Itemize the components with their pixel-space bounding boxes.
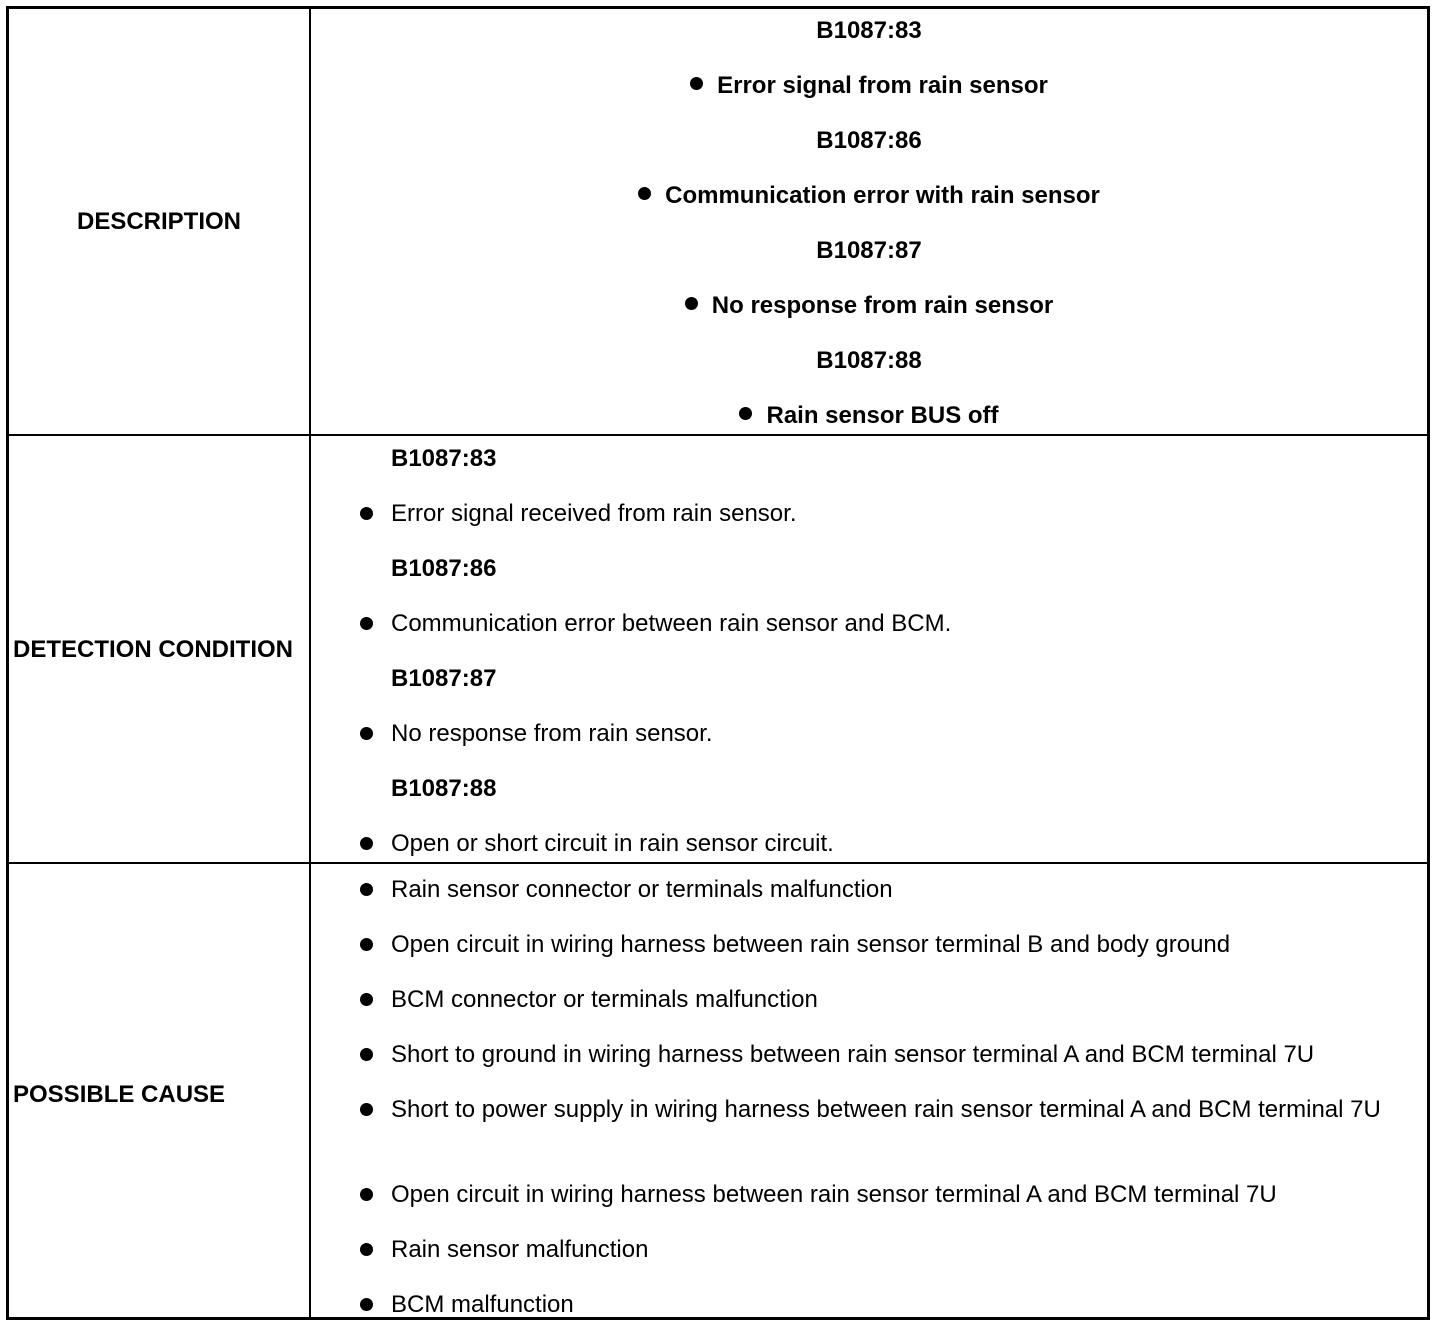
description-item: No response from rain sensor [311,291,1427,321]
description-item: Communication error with rain sensor [311,181,1427,211]
cause-item: Rain sensor malfunction [391,1236,649,1263]
bullet-icon [360,837,373,850]
description-item: Rain sensor BUS off [311,401,1427,431]
bullet-icon [360,1188,373,1201]
detection-item: Error signal received from rain sensor. [391,500,797,527]
bullet-icon [360,727,373,740]
bullet-icon [360,1243,373,1256]
detection-item: Communication error between rain sensor and BCM. [391,610,952,637]
detection-row [9,436,1427,864]
detection-code: B1087:83 [391,445,497,472]
detection-label: DETECTION CONDITION [13,636,293,663]
cause-content [311,864,1427,1317]
cause-row [9,864,1427,1317]
cause-label: POSSIBLE CAUSE [13,1081,226,1108]
detection-code: B1087:87 [391,665,497,692]
description-code: B1087:83 [816,17,922,44]
diagnostic-table [6,6,1430,1320]
bullet-icon [360,938,373,951]
cause-item: Open circuit in wiring harness between rain sensor terminal A and BCM terminal 7U [391,1181,1277,1208]
bullet-icon [685,297,698,310]
bullet-icon [360,993,373,1006]
description-content [311,9,1427,434]
bullet-icon [360,1298,373,1311]
cause-item: Rain sensor connector or terminals malfunction [391,876,893,903]
description-code: B1087:87 [816,237,922,264]
description-label: DESCRIPTION [76,208,241,235]
bullet-icon [638,187,651,200]
cause-item: Open circuit in wiring harness between rain sensor terminal B and body ground [391,931,1231,958]
cause-item: BCM connector or terminals malfunction [391,986,818,1013]
bullet-icon [360,1103,373,1116]
cause-item: BCM malfunction [391,1291,574,1318]
bullet-icon [360,617,373,630]
detection-code: B1087:88 [391,775,497,802]
bullet-icon [360,883,373,896]
description-code: B1087:88 [816,347,922,374]
detection-code: B1087:86 [391,555,497,582]
bullet-icon [739,407,752,420]
detection-item: Open or short circuit in rain sensor circuit. [391,830,834,857]
detection-content [311,436,1427,862]
bullet-icon [690,77,703,90]
description-code: B1087:86 [816,127,922,154]
description-item: Error signal from rain sensor [311,71,1427,101]
bullet-icon [360,507,373,520]
cause-item: Short to ground in wiring harness between rain sensor terminal A and BCM terminal 7U [391,1041,1315,1068]
detection-item: No response from rain sensor. [391,720,713,747]
cause-item: Short to power supply in wiring harness between rain sensor terminal A and BCM terminal 7U [391,1096,1381,1123]
bullet-icon [360,1048,373,1061]
description-row [9,9,1427,436]
